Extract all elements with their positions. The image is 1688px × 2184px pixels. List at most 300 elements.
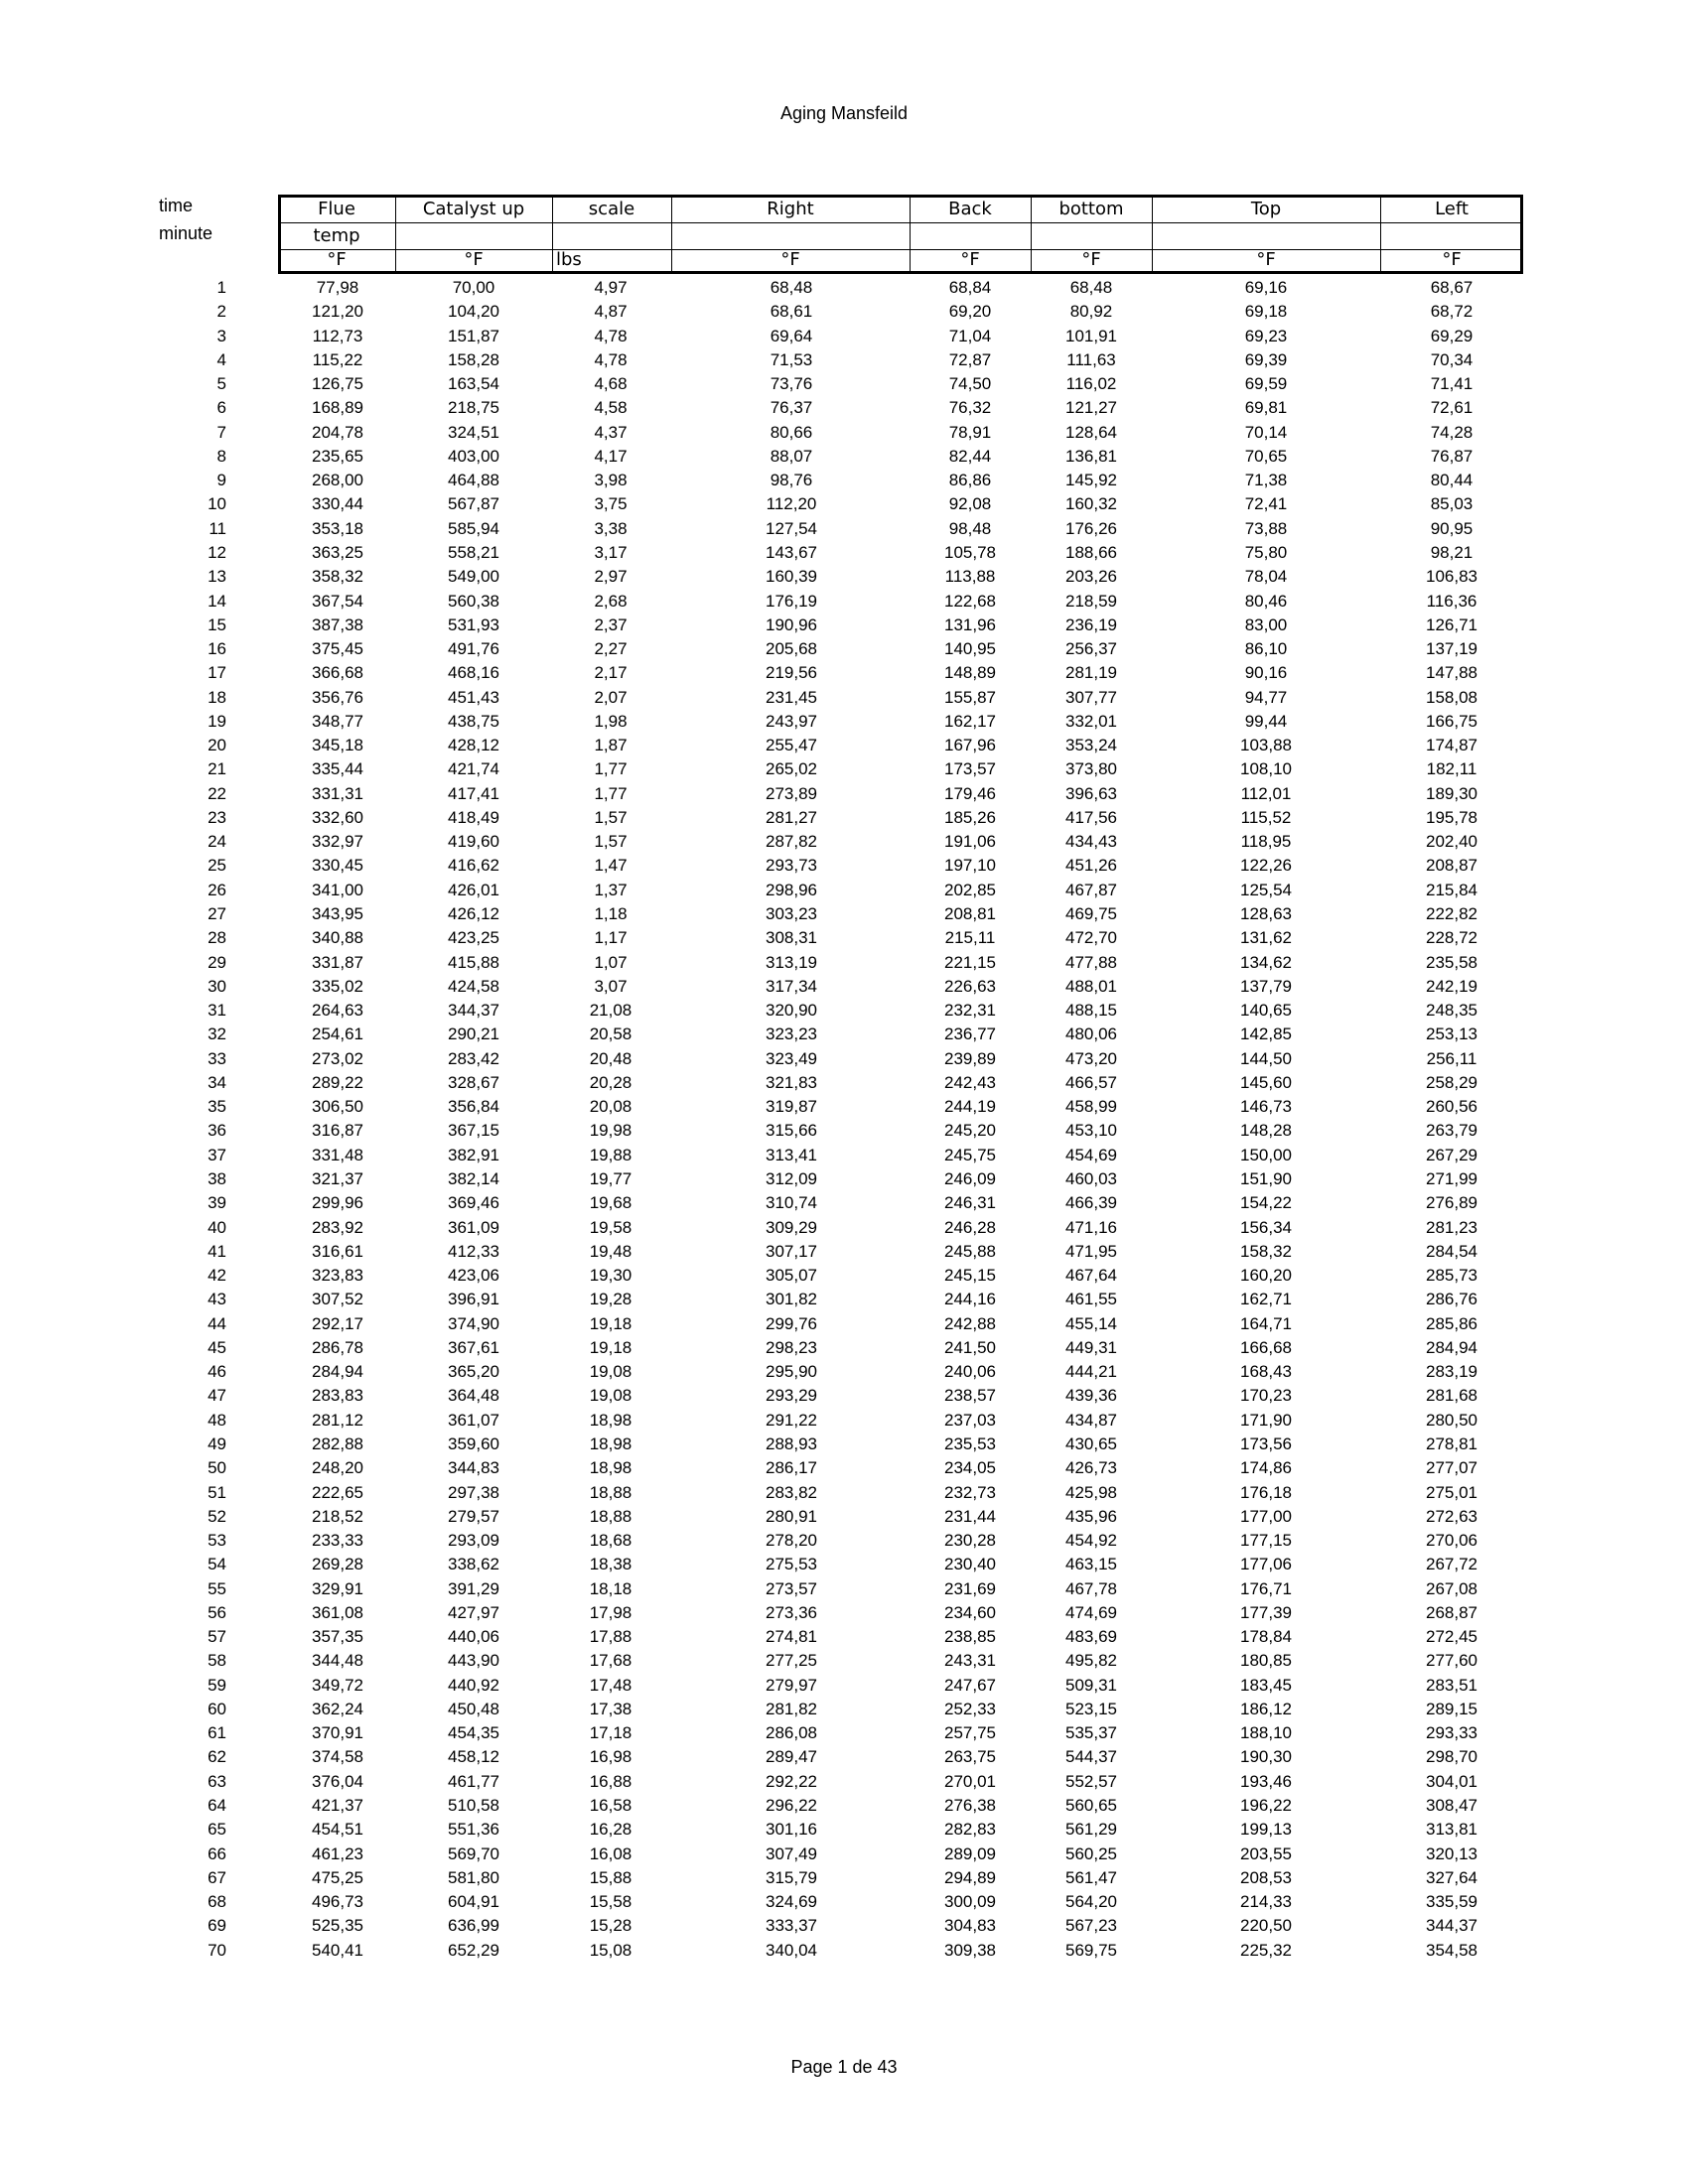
column-unit: °F xyxy=(1256,249,1276,270)
value-cell: 544,37 xyxy=(1065,1747,1117,1767)
value-cell: 145,60 xyxy=(1240,1072,1292,1092)
value-cell: 127,54 xyxy=(766,518,817,538)
value-cell: 144,50 xyxy=(1240,1048,1292,1068)
header-divider xyxy=(281,222,1520,223)
value-cell: 463,15 xyxy=(1065,1555,1117,1574)
table-row xyxy=(0,445,1688,469)
value-cell: 268,00 xyxy=(312,471,363,490)
value-cell: 103,88 xyxy=(1240,736,1292,755)
value-cell: 98,48 xyxy=(948,518,992,538)
value-cell: 188,66 xyxy=(1065,542,1117,562)
value-cell: 176,71 xyxy=(1240,1578,1292,1598)
value-cell: 332,60 xyxy=(312,807,363,827)
value-cell: 1,47 xyxy=(594,856,628,876)
value-cell: 299,76 xyxy=(766,1313,817,1333)
minute-cell: 59 xyxy=(208,1675,226,1695)
value-cell: 313,81 xyxy=(1426,1820,1477,1840)
value-cell: 176,19 xyxy=(766,591,817,611)
value-cell: 18,38 xyxy=(589,1555,633,1574)
table-row xyxy=(0,975,1688,999)
value-cell: 170,23 xyxy=(1240,1386,1292,1406)
value-cell: 166,68 xyxy=(1240,1337,1292,1357)
value-cell: 242,19 xyxy=(1426,976,1477,996)
value-cell: 435,96 xyxy=(1065,1506,1117,1526)
value-cell: 344,37 xyxy=(448,1001,499,1021)
table-row xyxy=(0,1336,1688,1360)
value-cell: 68,67 xyxy=(1430,278,1474,297)
value-cell: 477,88 xyxy=(1065,952,1117,972)
value-cell: 245,88 xyxy=(944,1241,996,1261)
minute-cell: 28 xyxy=(208,928,226,948)
minute-cell: 68 xyxy=(208,1892,226,1912)
value-cell: 241,50 xyxy=(944,1337,996,1357)
value-cell: 214,33 xyxy=(1240,1892,1292,1912)
value-cell: 242,43 xyxy=(944,1072,996,1092)
value-cell: 239,89 xyxy=(944,1048,996,1068)
value-cell: 303,23 xyxy=(766,904,817,924)
value-cell: 466,57 xyxy=(1065,1072,1117,1092)
value-cell: 69,64 xyxy=(770,326,813,345)
value-cell: 116,36 xyxy=(1426,591,1477,611)
value-cell: 231,44 xyxy=(944,1506,996,1526)
value-cell: 236,19 xyxy=(1065,614,1117,634)
value-cell: 177,00 xyxy=(1240,1506,1292,1526)
value-cell: 246,09 xyxy=(944,1168,996,1188)
column-unit: lbs xyxy=(556,249,582,270)
minute-cell: 3 xyxy=(216,326,226,345)
value-cell: 173,56 xyxy=(1240,1433,1292,1453)
value-cell: 265,02 xyxy=(766,759,817,779)
value-cell: 158,32 xyxy=(1240,1241,1292,1261)
value-cell: 18,98 xyxy=(589,1410,633,1430)
value-cell: 193,46 xyxy=(1240,1771,1292,1791)
value-cell: 289,15 xyxy=(1426,1699,1477,1718)
value-cell: 272,63 xyxy=(1426,1506,1477,1526)
value-cell: 243,97 xyxy=(766,711,817,731)
value-cell: 73,88 xyxy=(1244,518,1288,538)
value-cell: 182,11 xyxy=(1426,759,1477,779)
table-row xyxy=(0,590,1688,614)
value-cell: 219,56 xyxy=(766,663,817,683)
value-cell: 323,49 xyxy=(766,1048,817,1068)
value-cell: 569,75 xyxy=(1065,1940,1117,1960)
value-cell: 307,49 xyxy=(766,1843,817,1863)
value-cell: 243,31 xyxy=(944,1651,996,1671)
column-header: scale xyxy=(588,199,635,219)
value-cell: 344,48 xyxy=(312,1651,363,1671)
value-cell: 76,37 xyxy=(770,398,813,418)
value-cell: 417,56 xyxy=(1065,807,1117,827)
value-cell: 218,52 xyxy=(312,1506,363,1526)
table-row xyxy=(0,1625,1688,1649)
table-row xyxy=(0,1409,1688,1433)
value-cell: 177,39 xyxy=(1240,1602,1292,1622)
value-cell: 319,87 xyxy=(766,1097,817,1117)
value-cell: 313,41 xyxy=(766,1145,817,1164)
value-cell: 300,09 xyxy=(944,1892,996,1912)
value-cell: 277,07 xyxy=(1426,1458,1477,1478)
value-cell: 128,63 xyxy=(1240,904,1292,924)
value-cell: 558,21 xyxy=(448,542,499,562)
value-cell: 285,86 xyxy=(1426,1313,1477,1333)
table-row xyxy=(0,541,1688,565)
value-cell: 208,81 xyxy=(944,904,996,924)
column-header: Back xyxy=(948,199,992,219)
minute-cell: 27 xyxy=(208,904,226,924)
value-cell: 163,54 xyxy=(448,374,499,394)
value-cell: 289,22 xyxy=(312,1072,363,1092)
table-header xyxy=(278,195,1523,274)
value-cell: 444,21 xyxy=(1065,1362,1117,1382)
value-cell: 313,19 xyxy=(766,952,817,972)
value-cell: 267,08 xyxy=(1426,1578,1477,1598)
value-cell: 2,37 xyxy=(594,614,628,634)
value-cell: 72,61 xyxy=(1430,398,1474,418)
table-row xyxy=(0,1890,1688,1914)
value-cell: 18,68 xyxy=(589,1531,633,1551)
value-cell: 2,97 xyxy=(594,567,628,587)
value-cell: 564,20 xyxy=(1065,1892,1117,1912)
value-cell: 236,77 xyxy=(944,1024,996,1044)
value-cell: 417,41 xyxy=(448,783,499,803)
value-cell: 345,18 xyxy=(312,736,363,755)
value-cell: 111,63 xyxy=(1066,349,1116,369)
minute-cell: 54 xyxy=(208,1555,226,1574)
value-cell: 168,43 xyxy=(1240,1362,1292,1382)
value-cell: 140,95 xyxy=(944,639,996,659)
value-cell: 293,73 xyxy=(766,856,817,876)
value-cell: 263,75 xyxy=(944,1747,996,1767)
value-cell: 202,40 xyxy=(1426,832,1477,852)
value-cell: 320,13 xyxy=(1426,1843,1477,1863)
value-cell: 419,60 xyxy=(448,832,499,852)
value-cell: 263,79 xyxy=(1426,1121,1477,1141)
value-cell: 1,87 xyxy=(594,736,628,755)
value-cell: 434,87 xyxy=(1065,1410,1117,1430)
value-cell: 126,75 xyxy=(312,374,363,394)
value-cell: 18,98 xyxy=(589,1433,633,1453)
value-cell: 196,22 xyxy=(1240,1796,1292,1815)
minute-cell: 32 xyxy=(208,1024,226,1044)
value-cell: 315,66 xyxy=(766,1121,817,1141)
value-cell: 116,02 xyxy=(1065,374,1117,394)
value-cell: 341,00 xyxy=(312,880,363,899)
value-cell: 19,68 xyxy=(589,1193,633,1213)
value-cell: 416,62 xyxy=(448,856,499,876)
value-cell: 232,31 xyxy=(944,1001,996,1021)
value-cell: 199,13 xyxy=(1240,1820,1292,1840)
value-cell: 271,99 xyxy=(1426,1168,1477,1188)
minute-cell: 4 xyxy=(216,349,226,369)
column-unit: °F xyxy=(1442,249,1462,270)
value-cell: 279,57 xyxy=(448,1506,499,1526)
value-cell: 396,63 xyxy=(1065,783,1117,803)
value-cell: 415,88 xyxy=(448,952,499,972)
value-cell: 458,99 xyxy=(1065,1097,1117,1117)
time-label: time xyxy=(159,196,194,215)
value-cell: 488,01 xyxy=(1065,976,1117,996)
value-cell: 581,80 xyxy=(448,1867,499,1887)
value-cell: 461,23 xyxy=(312,1843,363,1863)
value-cell: 273,36 xyxy=(766,1602,817,1622)
minute-cell: 30 xyxy=(208,976,226,996)
value-cell: 284,54 xyxy=(1426,1241,1477,1261)
value-cell: 4,78 xyxy=(594,349,628,369)
value-cell: 361,07 xyxy=(448,1410,499,1430)
value-cell: 561,29 xyxy=(1065,1820,1117,1840)
value-cell: 286,78 xyxy=(312,1337,363,1357)
value-cell: 256,11 xyxy=(1426,1048,1477,1068)
value-cell: 18,18 xyxy=(589,1578,633,1598)
minute-cell: 7 xyxy=(216,422,226,442)
value-cell: 299,96 xyxy=(312,1193,363,1213)
value-cell: 267,72 xyxy=(1426,1555,1477,1574)
table-row xyxy=(0,1601,1688,1625)
value-cell: 278,81 xyxy=(1426,1433,1477,1453)
minute-cell: 13 xyxy=(208,567,226,587)
value-cell: 280,50 xyxy=(1426,1410,1477,1430)
value-cell: 357,35 xyxy=(312,1627,363,1647)
value-cell: 561,47 xyxy=(1065,1867,1117,1887)
value-cell: 78,91 xyxy=(948,422,992,442)
minute-cell: 65 xyxy=(208,1820,226,1840)
minute-cell: 56 xyxy=(208,1602,226,1622)
value-cell: 525,35 xyxy=(312,1916,363,1936)
value-cell: 488,15 xyxy=(1065,1001,1117,1021)
value-cell: 203,26 xyxy=(1065,567,1117,587)
value-cell: 291,22 xyxy=(766,1410,817,1430)
table-row xyxy=(0,1698,1688,1721)
value-cell: 85,03 xyxy=(1430,494,1474,514)
value-cell: 19,08 xyxy=(589,1362,633,1382)
table-row xyxy=(0,782,1688,806)
value-cell: 112,73 xyxy=(312,326,363,345)
value-cell: 69,29 xyxy=(1430,326,1474,345)
value-cell: 324,51 xyxy=(448,422,499,442)
table-row xyxy=(0,1288,1688,1311)
value-cell: 20,08 xyxy=(589,1097,633,1117)
value-cell: 73,76 xyxy=(770,374,813,394)
value-cell: 160,39 xyxy=(766,567,817,587)
value-cell: 68,84 xyxy=(948,278,992,297)
value-cell: 293,09 xyxy=(448,1531,499,1551)
minute-cell: 26 xyxy=(208,880,226,899)
value-cell: 69,23 xyxy=(1244,326,1288,345)
minute-cell: 48 xyxy=(208,1410,226,1430)
value-cell: 323,83 xyxy=(312,1266,363,1286)
value-cell: 467,87 xyxy=(1065,880,1117,899)
value-cell: 636,99 xyxy=(448,1916,499,1936)
value-cell: 338,62 xyxy=(448,1555,499,1574)
value-cell: 569,70 xyxy=(448,1843,499,1863)
value-cell: 475,25 xyxy=(312,1867,363,1887)
value-cell: 551,36 xyxy=(448,1820,499,1840)
value-cell: 82,44 xyxy=(948,446,992,466)
table-row xyxy=(0,661,1688,685)
value-cell: 226,63 xyxy=(944,976,996,996)
value-cell: 131,62 xyxy=(1240,928,1292,948)
value-cell: 225,32 xyxy=(1240,1940,1292,1960)
value-cell: 305,07 xyxy=(766,1266,817,1286)
minute-cell: 2 xyxy=(216,302,226,322)
value-cell: 285,73 xyxy=(1426,1266,1477,1286)
value-cell: 344,83 xyxy=(448,1458,499,1478)
table-row xyxy=(0,686,1688,710)
value-cell: 283,51 xyxy=(1426,1675,1477,1695)
minute-cell: 62 xyxy=(208,1747,226,1767)
value-cell: 585,94 xyxy=(448,518,499,538)
value-cell: 80,66 xyxy=(770,422,813,442)
value-cell: 473,20 xyxy=(1065,1048,1117,1068)
value-cell: 222,65 xyxy=(312,1482,363,1502)
value-cell: 76,32 xyxy=(948,398,992,418)
value-cell: 160,32 xyxy=(1065,494,1117,514)
value-cell: 396,91 xyxy=(448,1290,499,1309)
table-row xyxy=(0,1674,1688,1698)
value-cell: 282,88 xyxy=(312,1433,363,1453)
minute-cell: 14 xyxy=(208,591,226,611)
value-cell: 289,47 xyxy=(766,1747,817,1767)
table-row xyxy=(0,348,1688,372)
value-cell: 426,12 xyxy=(448,904,499,924)
value-cell: 245,75 xyxy=(944,1145,996,1164)
value-cell: 301,82 xyxy=(766,1290,817,1309)
value-cell: 183,45 xyxy=(1240,1675,1292,1695)
value-cell: 282,83 xyxy=(944,1820,996,1840)
value-cell: 90,95 xyxy=(1430,518,1474,538)
value-cell: 17,48 xyxy=(589,1675,633,1695)
value-cell: 292,22 xyxy=(766,1771,817,1791)
value-cell: 403,00 xyxy=(448,446,499,466)
value-cell: 474,69 xyxy=(1065,1602,1117,1622)
value-cell: 90,16 xyxy=(1244,663,1288,683)
value-cell: 308,47 xyxy=(1426,1796,1477,1815)
minute-cell: 10 xyxy=(208,494,226,514)
value-cell: 434,43 xyxy=(1065,832,1117,852)
value-cell: 160,20 xyxy=(1240,1266,1292,1286)
value-cell: 71,41 xyxy=(1430,374,1474,394)
value-cell: 301,16 xyxy=(766,1820,817,1840)
value-cell: 131,96 xyxy=(944,614,996,634)
minute-cell: 22 xyxy=(208,783,226,803)
value-cell: 80,46 xyxy=(1244,591,1288,611)
minute-cell: 41 xyxy=(208,1241,226,1261)
column-header: Flue xyxy=(318,199,355,219)
table-row xyxy=(0,492,1688,516)
value-cell: 382,91 xyxy=(448,1145,499,1164)
value-cell: 204,78 xyxy=(312,422,363,442)
value-cell: 286,76 xyxy=(1426,1290,1477,1309)
value-cell: 19,98 xyxy=(589,1121,633,1141)
value-cell: 228,72 xyxy=(1426,928,1477,948)
minute-cell: 67 xyxy=(208,1867,226,1887)
value-cell: 15,08 xyxy=(589,1940,633,1960)
table-row xyxy=(0,1360,1688,1384)
value-cell: 203,55 xyxy=(1240,1843,1292,1863)
value-cell: 364,48 xyxy=(448,1386,499,1406)
value-cell: 171,90 xyxy=(1240,1410,1292,1430)
value-cell: 77,98 xyxy=(316,278,359,297)
value-cell: 1,37 xyxy=(594,880,628,899)
value-cell: 231,69 xyxy=(944,1578,996,1598)
value-cell: 115,22 xyxy=(312,349,363,369)
value-cell: 331,48 xyxy=(312,1145,363,1164)
minute-cell: 11 xyxy=(209,518,226,538)
value-cell: 121,20 xyxy=(312,302,363,322)
value-cell: 332,97 xyxy=(312,832,363,852)
value-cell: 16,58 xyxy=(589,1796,633,1815)
value-cell: 128,64 xyxy=(1065,422,1117,442)
value-cell: 454,51 xyxy=(312,1820,363,1840)
value-cell: 21,08 xyxy=(589,1001,633,1021)
value-cell: 283,82 xyxy=(766,1482,817,1502)
page-title: Aging Mansfeild xyxy=(779,103,909,123)
value-cell: 286,08 xyxy=(766,1723,817,1743)
value-cell: 113,88 xyxy=(944,567,996,587)
value-cell: 69,20 xyxy=(948,302,992,322)
value-cell: 438,75 xyxy=(448,711,499,731)
value-cell: 509,31 xyxy=(1065,1675,1117,1695)
value-cell: 98,76 xyxy=(770,471,813,490)
value-cell: 134,62 xyxy=(1240,952,1292,972)
value-cell: 20,58 xyxy=(589,1024,633,1044)
value-cell: 277,25 xyxy=(766,1651,817,1671)
table-row xyxy=(0,421,1688,445)
minute-cell: 69 xyxy=(208,1916,226,1936)
value-cell: 16,98 xyxy=(589,1747,633,1767)
column-unit: °F xyxy=(960,249,980,270)
value-cell: 369,46 xyxy=(448,1193,499,1213)
value-cell: 148,28 xyxy=(1240,1121,1292,1141)
value-cell: 451,26 xyxy=(1065,856,1117,876)
minute-cell: 49 xyxy=(208,1433,226,1453)
value-cell: 464,88 xyxy=(448,471,499,490)
value-cell: 348,77 xyxy=(312,711,363,731)
value-cell: 231,45 xyxy=(766,687,817,707)
value-cell: 284,94 xyxy=(1426,1337,1477,1357)
value-cell: 185,26 xyxy=(944,807,996,827)
minute-cell: 29 xyxy=(208,952,226,972)
value-cell: 316,61 xyxy=(312,1241,363,1261)
value-cell: 88,07 xyxy=(770,446,813,466)
value-cell: 71,38 xyxy=(1244,471,1288,490)
value-cell: 140,65 xyxy=(1240,1001,1292,1021)
minute-cell: 20 xyxy=(208,736,226,755)
table-row xyxy=(0,637,1688,661)
value-cell: 70,14 xyxy=(1244,422,1288,442)
table-row xyxy=(0,1649,1688,1673)
value-cell: 362,24 xyxy=(312,1699,363,1718)
value-cell: 278,20 xyxy=(766,1531,817,1551)
value-cell: 370,91 xyxy=(312,1723,363,1743)
value-cell: 221,15 xyxy=(944,952,996,972)
value-cell: 76,87 xyxy=(1430,446,1474,466)
value-cell: 428,12 xyxy=(448,736,499,755)
value-cell: 374,58 xyxy=(312,1747,363,1767)
value-cell: 275,53 xyxy=(766,1555,817,1574)
value-cell: 137,79 xyxy=(1240,976,1292,996)
value-cell: 248,20 xyxy=(312,1458,363,1478)
value-cell: 190,30 xyxy=(1240,1747,1292,1767)
value-cell: 309,29 xyxy=(766,1217,817,1237)
minute-cell: 31 xyxy=(208,1001,226,1021)
table-row xyxy=(0,1553,1688,1576)
value-cell: 310,74 xyxy=(766,1193,817,1213)
value-cell: 234,60 xyxy=(944,1602,996,1622)
value-cell: 426,01 xyxy=(448,880,499,899)
value-cell: 4,78 xyxy=(594,326,628,345)
minute-cell: 36 xyxy=(208,1121,226,1141)
